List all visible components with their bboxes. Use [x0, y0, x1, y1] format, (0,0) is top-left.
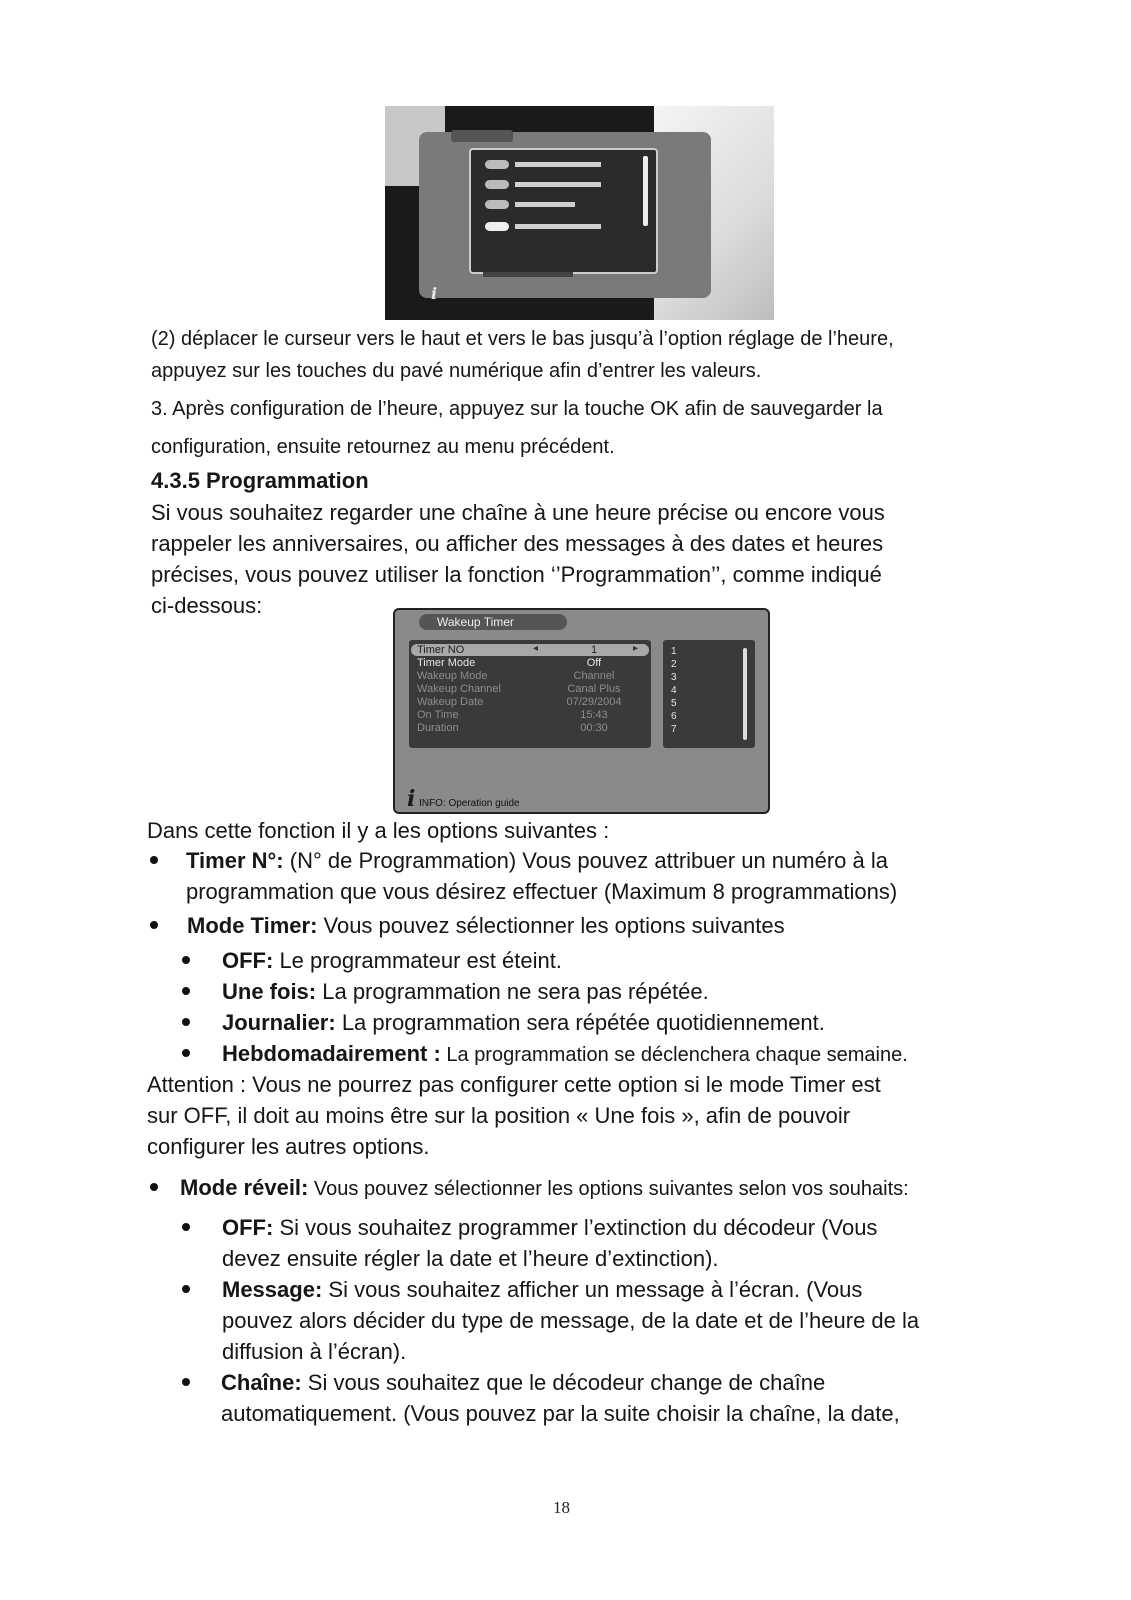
item-desc: Le programmateur est éteint. [273, 948, 562, 973]
calendar-screenshot [385, 106, 774, 320]
reveil-item-line: pouvez alors décider du type de message, de la date et de l’heure de la [222, 1308, 920, 1333]
reveil-item-line [222, 1212, 877, 1243]
info-footer: INFO: Operation guide [419, 798, 520, 809]
intro-line-3: 3. Après configuration de l’heure, appuyez sur la touche OK afin de sauvegarder la [151, 398, 883, 420]
item-term: OFF: [222, 1215, 274, 1240]
mode-timer-item [222, 1038, 908, 1071]
item-desc: La programmation sera répétée quotidiennement. [335, 1010, 825, 1035]
reveil-item-line: diffusion à l’écran). [222, 1339, 407, 1364]
row-label: Timer Mode [417, 657, 476, 669]
bullet-icon [150, 1183, 158, 1191]
wakeup-timer-title: Wakeup Timer [419, 614, 567, 630]
item-term: Message: [222, 1277, 323, 1302]
item-desc: Si vous souhaitez afficher un message à l’écran. (Vous [322, 1277, 863, 1302]
intro-line-4: configuration, ensuite retournez au menu précédent. [151, 436, 615, 458]
mode-reveil-desc: Vous pouvez sélectionner les options suivantes selon vos souhaits: [308, 1178, 909, 1200]
mode-timer-item [222, 1007, 825, 1038]
attention-line-1: Attention : Vous ne pourrez pas configurer cette option si le mode Timer est [147, 1072, 881, 1097]
wakeup-timer-screenshot [393, 608, 770, 814]
timer-no-line-1 [186, 845, 888, 876]
scrollbar [743, 648, 747, 740]
info-i-icon: i [431, 284, 438, 303]
page-number: 18 [553, 1498, 570, 1517]
row-label: On Time [417, 709, 459, 721]
item-term: Journalier: [222, 1010, 336, 1035]
row-label: Wakeup Mode [417, 670, 488, 682]
timer-number: 7 [671, 724, 677, 735]
timer-number: 3 [671, 672, 677, 683]
mode-timer-item [222, 945, 562, 976]
timer-no-desc: (N° de Programmation) Vous pouvez attribuer un numéro à la [283, 848, 888, 873]
bullet-icon [182, 1223, 190, 1231]
mode-timer-line [187, 910, 785, 941]
mode-timer-term: Mode Timer: [187, 913, 318, 938]
timer-number: 1 [671, 646, 677, 657]
timer-number: 5 [671, 698, 677, 709]
bullet-icon [150, 921, 158, 929]
options-intro: Dans cette fonction il y a les options suivantes : [147, 818, 610, 843]
mode-timer-item [222, 976, 709, 1007]
timer-no-term: Timer N°: [186, 848, 284, 873]
attention-line-2: sur OFF, il doit au moins être sur la position « Une fois », afin de pouvoir [147, 1103, 851, 1128]
timer-number: 2 [671, 659, 677, 670]
bullet-icon [182, 987, 190, 995]
reveil-item-line [222, 1274, 862, 1305]
row-label: Timer NO [417, 644, 465, 656]
section-line-4: ci-dessous: [151, 593, 263, 618]
section-line-3: précises, vous pouvez utiliser la fonction ‘’Programmation’’, comme indiqué [151, 562, 882, 587]
item-term: OFF: [222, 948, 274, 973]
item-term: Hebdomadairement : [222, 1041, 441, 1066]
attention-line-3: configurer les autres options. [147, 1134, 430, 1159]
item-desc: Si vous souhaitez programmer l’extinction du décodeur (Vous [273, 1215, 878, 1240]
section-title: 4.3.5 Programmation [151, 468, 369, 493]
bullet-icon [150, 856, 158, 864]
item-desc: La programmation ne sera pas répétée. [316, 979, 709, 1004]
intro-line-2: appuyez sur les touches du pavé numérique afin d’entrer les valeurs. [151, 360, 762, 382]
timer-number: 4 [671, 685, 677, 696]
row-label: Duration [417, 722, 459, 734]
item-desc: Si vous souhaitez que le décodeur change de chaîne [301, 1370, 826, 1395]
timer-no-line-2: programmation que vous désirez effectuer (Maximum 8 programmations) [186, 879, 898, 904]
row-value: Canal Plus [567, 683, 621, 695]
row-label: Wakeup Channel [417, 683, 501, 695]
row-value: Channel [573, 670, 615, 682]
bullet-icon [182, 956, 190, 964]
timer-number-list [663, 640, 755, 748]
row-value: 07/29/2004 [566, 696, 622, 708]
item-term: Une fois: [222, 979, 317, 1004]
row-label: Wakeup Date [417, 696, 484, 708]
mode-reveil-term: Mode réveil: [180, 1175, 309, 1200]
timer-number: 6 [671, 711, 677, 722]
intro-line-1: (2) déplacer le curseur vers le haut et vers le bas jusqu’à l’option réglage de l’heure, [151, 328, 894, 350]
info-i-icon: i [407, 786, 416, 812]
row-value: 00:30 [580, 722, 608, 734]
mode-timer-desc: Vous pouvez sélectionner les options suivantes [317, 913, 785, 938]
mode-reveil-line [180, 1172, 909, 1205]
row-value: 1 [590, 644, 598, 656]
wakeup-timer-menu [409, 640, 651, 748]
bullet-icon [182, 1285, 190, 1293]
row-value: Off [586, 657, 602, 669]
reveil-item-line: devez ensuite régler la date et l’heure d’extinction). [222, 1246, 719, 1271]
arrow-left-icon: ◂ [533, 643, 539, 654]
reveil-item-line [221, 1367, 825, 1398]
item-term: Chaîne: [221, 1370, 302, 1395]
section-line-1: Si vous souhaitez regarder une chaîne à une heure précise ou encore vous [151, 500, 885, 525]
reveil-item-line: automatiquement. (Vous pouvez par la suite choisir la chaîne, la date, [221, 1401, 900, 1426]
row-value: 15:43 [580, 709, 608, 721]
arrow-right-icon: ▸ [633, 643, 639, 654]
item-desc: La programmation se déclenchera chaque semaine. [440, 1044, 908, 1066]
bullet-icon [182, 1378, 190, 1386]
bullet-icon [182, 1018, 190, 1026]
bullet-icon [182, 1049, 190, 1057]
section-line-2: rappeler les anniversaires, ou afficher des messages à des dates et heures [151, 531, 884, 556]
